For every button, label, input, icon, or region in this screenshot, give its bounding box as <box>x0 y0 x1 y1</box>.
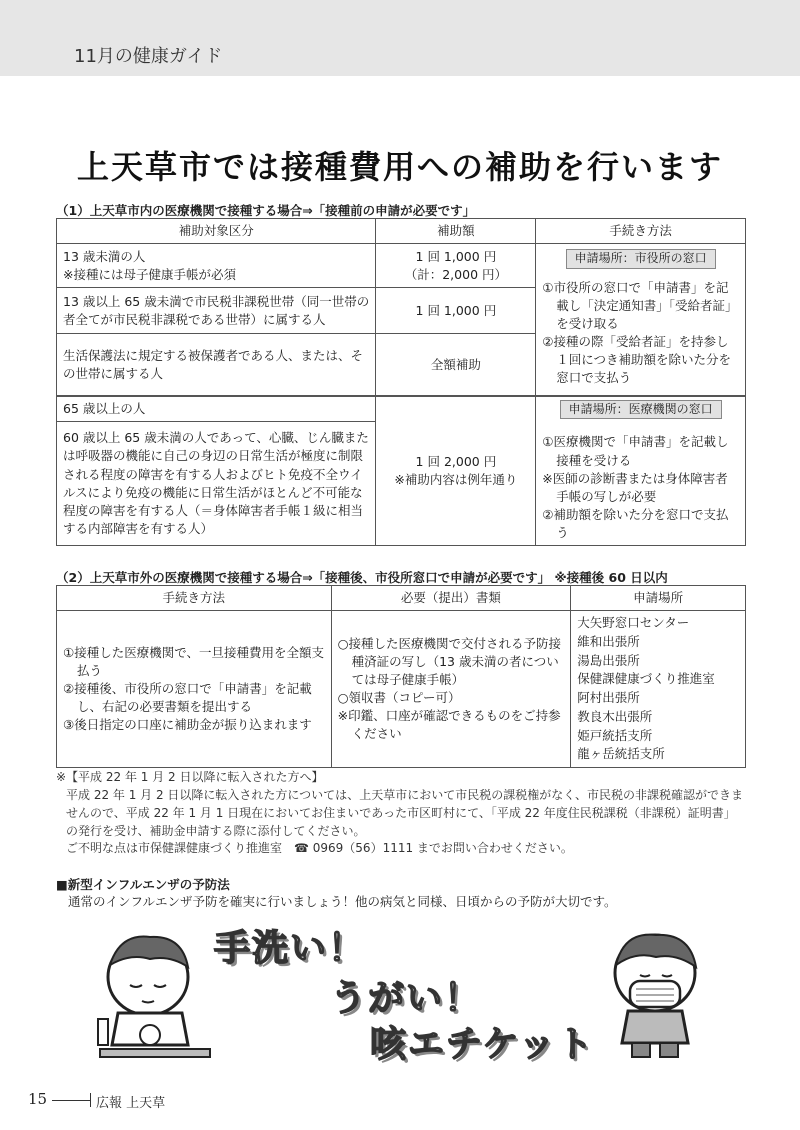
procedure-cell <box>57 611 332 768</box>
masked-child-illustration <box>600 925 710 1060</box>
procedure-step: ①接種した医療機関で、一旦接種費用を全額支払う <box>63 644 324 678</box>
document-item: ○接種した医療機関で交付される予防接種済証の写し（13 歳未満の者については母子健康手帳） <box>337 635 562 687</box>
procedure-cell-b <box>536 397 746 546</box>
target-cell: 13 歳以上 65 歳未満で市民税非課税世帯（同一世帯の者全てが市民税非課税である世帯）に属する人 <box>57 288 376 334</box>
page-title: 上天草市では接種費用への補助を行います <box>76 148 723 186</box>
procedure-step: ※医師の診断書または身体障害者手帳の写しが必要 <box>542 470 728 504</box>
flu-text: 通常のインフルエンザ予防を確実に行いましょう！他の病気と同様、日頃からの予防が大切です。 <box>68 894 617 909</box>
procedure-cell-a <box>536 244 746 396</box>
procedure-step: ①市役所の窓口で「申請書」を記載し「決定通知書」「受給者証」を受け取る <box>542 279 738 331</box>
amount-cell: 1 回 2,000 円 ※補助内容は例年通り <box>376 397 536 546</box>
table-header: 補助額 <box>376 219 536 244</box>
place-item: 維和出張所 <box>577 633 640 649</box>
section1-table <box>56 218 746 396</box>
place-item: 保健課健康づくり推進室 <box>577 671 715 687</box>
slogan-handwashing: 手洗い！ <box>214 928 367 969</box>
header-title: 11月の健康ガイド <box>74 46 223 67</box>
procedure-step: ③後日指定の口座に補助金が振り込まれます <box>63 717 312 733</box>
amount-cell: 1 回 1,000 円 <box>376 288 536 334</box>
table-header: 必要（提出）書類 <box>331 586 571 611</box>
section2-title: （2）上天草市外の医療機関で接種する場合⇒「接種後、市役所窓口で申請が必要です」 ※接種後 60 日以内 <box>56 570 668 585</box>
table-header: 申請場所 <box>571 586 746 611</box>
place-item: 龍ヶ岳統括支所 <box>577 746 665 762</box>
documents-cell <box>331 611 571 768</box>
table-header: 手続き方法 <box>57 586 332 611</box>
page-number: 15 <box>28 1090 48 1108</box>
table-row <box>57 244 746 288</box>
place-item: 阿村出張所 <box>577 690 640 706</box>
table-row <box>57 611 746 768</box>
place-item: 大矢野窓口センター <box>577 615 690 631</box>
procedure-step: ②接種の際「受給者証」を持参し１回につき補助額を除いた分を窓口で支払う <box>542 333 732 386</box>
flu-title: ■新型インフルエンザの予防法 <box>56 877 230 892</box>
section1-table-elderly <box>56 396 746 546</box>
procedure-step: ②補助額を除いた分を窓口で支払う <box>542 506 729 541</box>
footer-divider <box>52 1100 90 1101</box>
slogan-gargle: うがい！ <box>330 978 483 1019</box>
note-heading: ※【平成 22 年 1 月 2 日以降に転入された方へ】 <box>56 770 324 784</box>
note-contact: ご不明な点は市保健課健康づくり推進室 ☎ 0969（56）1111 までお問い合わせください。 <box>66 841 573 855</box>
place-badge: 申請場所：市役所の窓口 <box>566 249 716 268</box>
table-header: 補助対象区分 <box>57 219 376 244</box>
table-header-row <box>57 586 746 611</box>
footer-divider-tick <box>90 1093 91 1107</box>
handwashing-child-illustration <box>90 925 220 1060</box>
target-cell: 生活保護法に規定する被保護者である人、または、その世帯に属する人 <box>57 334 376 396</box>
amount-cell: 1 回 1,000 円 （計：2,000 円） <box>376 244 536 288</box>
slogan-cough-etiquette: 咳エチケット <box>370 1024 595 1065</box>
table-header-row <box>57 219 746 244</box>
places-cell <box>571 611 746 768</box>
target-cell: 13 歳未満の人 ※接種には母子健康手帳が必須 <box>57 244 376 288</box>
procedure-step: ①医療機関で「申請書」を記載し接種を受ける <box>542 434 729 468</box>
place-badge: 申請場所：医療機関の窓口 <box>560 400 722 419</box>
publication-name: 広報 上天草 <box>96 1096 166 1111</box>
table-header: 手続き方法 <box>536 219 746 244</box>
place-item: 姫戸統括支所 <box>577 727 653 743</box>
place-item: 教良木出張所 <box>577 708 653 724</box>
place-item: 湯島出張所 <box>577 652 640 668</box>
target-cell: 65 歳以上の人 <box>57 397 376 422</box>
document-item: ※印鑑、口座が確認できるものをご持参ください <box>337 708 561 742</box>
table-row <box>57 397 746 422</box>
section2-table <box>56 585 746 768</box>
amount-cell: 全額補助 <box>376 334 536 396</box>
document-item: ○領収書（コピー可） <box>337 690 461 706</box>
target-cell: 60 歳以上 65 歳未満の人であって、心臓、じん臓または呼吸器の機能に自己の身辺の日常生活が極度に制限される程度の障害を有する人およびヒト免疫不全ウイルスにより免疫の機能に日常生活がほとんど不可能な程度の障害を有する人（＝身体障害者手帳１級に相当する内部障害を有する人） <box>57 422 376 546</box>
note-body: 平成 22 年 1 月 2 日以降に転入された方については、上天草市において市民税の課税権がなく、市民税の非課税確認ができませんので、平成 22 年 1 月 1 日現在においてお住まいであった市区町村にて、「平成 22 年度住民税課税（非課税）証明書」の発行を受け、補助金申請する際に添付してください。 <box>66 788 743 838</box>
procedure-step: ②接種後、市役所の窓口で「申請書」を記載し、右記の必要書類を提出する <box>63 681 312 715</box>
section1-title: （1）上天草市内の医療機関で接種する場合⇒「接種前の申請が必要です」 <box>56 203 476 218</box>
